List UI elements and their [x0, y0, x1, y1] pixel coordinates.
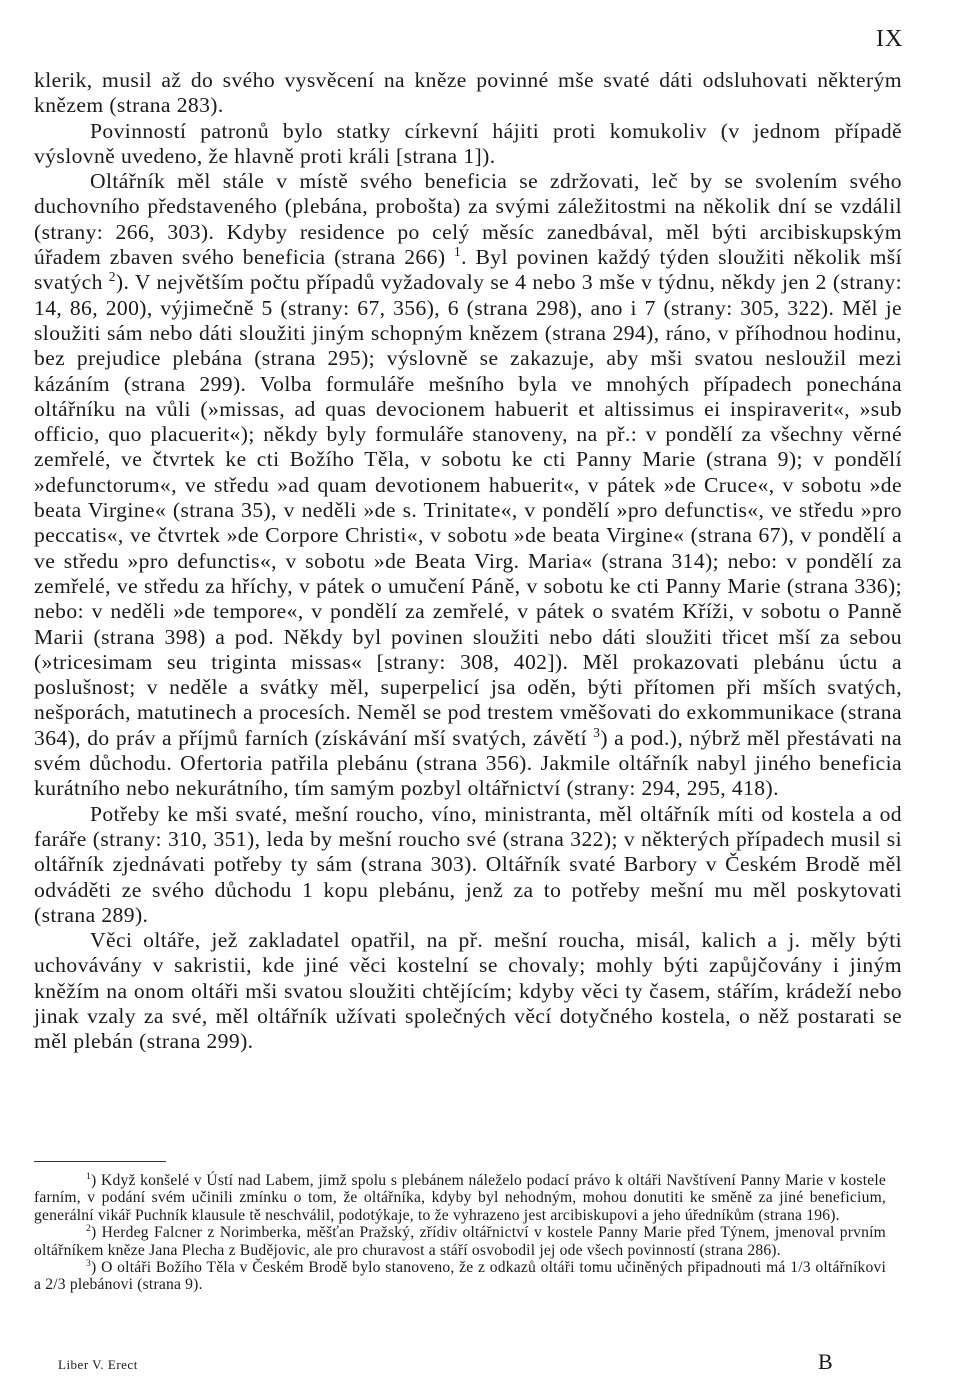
- footnote-rule: [34, 1161, 166, 1162]
- paragraph: Věci oltáře, jež zakladatel opatřil, na př. mešní roucha, misál, kalich a j. měly býti uchovávány v sakristii, kde jiné věci kostelní se chovaly; mohly býti zapůjčovány i jiným kněžím na onom oltáři mši svatou sloužiti chtějícím; kdyby věci ty časem, stářím, krádeží nebo jinak vzaly za své, měl oltářník užívati společných věcí dotyčného kostela, o něž postarati se měl plebán (strana 299).: [34, 928, 902, 1054]
- signature-mark: Liber V. Erect: [58, 1357, 138, 1372]
- page-number: IX: [876, 26, 904, 52]
- footnote-text: ) O oltáři Božího Těla v Českém Brodě bylo stanoveno, že z odkazů oltáři tomu učiněných připadnouti má: [91, 1259, 791, 1277]
- paragraph-text: . Byl povinen každý týden sloužiti několik mší svatých: [34, 245, 902, 295]
- paragraph: Povinností patronů bylo statky církevní hájiti proti komukoliv (v jednom případě výslovně uvedeno, že hlavně proti králi [strana 1]).: [34, 118, 902, 168]
- paragraph-text: ) a pod.), nýbrž měl přestávati na svém důchodu. Ofertoria patřila plebánu (strana 356). Jakmile oltářník nabyl jiného beneficia kurátního nebo nekurátního, tím samým pozbyl oltářnictví (strany: 294, 295, 418).: [34, 725, 902, 801]
- footnote: [34, 1172, 886, 1224]
- footnote-text: ) Herdeg Falcner z Norimberka, měšťan Pražský, zřídiv oltářnictví v kostele Panny Marie před Týnem, jmenoval prvním oltářníkem kněze Jana Plecha z Budějovic, ale pro churavost a stáří osvobodil jej ode všech povinností (strana 286).: [34, 1224, 886, 1259]
- footnote-ref-2: 2: [108, 269, 116, 285]
- footnote-text: plebánovi (strana 9).: [65, 1276, 203, 1294]
- footnote-text: ) Když konšelé v Ústí nad Labem, jimž spolu s plebánem náleželo podací právo k oltáři Navštívení Panny Marie v kostele farním, v podání svém učinili zmínku o tom, že oltářníka, kdyby byl nehodným, mohou donutiti ke směně za jiné beneficium, generální vikář Puchník klausule tě neschválil, podotýkaje, to že vyhrazeno jest arcibiskupovi a jeho úředníkům (strana 196).: [34, 1172, 886, 1224]
- footnote-ref-3: 3: [593, 724, 601, 740]
- footnote-mark: 3: [86, 1257, 92, 1269]
- footnote-mark: 1: [86, 1170, 92, 1182]
- footnote: [34, 1259, 886, 1294]
- footnote-ref-1: 1: [454, 243, 462, 259]
- fraction: 2/3: [45, 1276, 66, 1294]
- paragraph: klerik, musil až do svého vysvěcení na kněze povinné mše svaté dáti odsluhovati některým knězem (strana 283).: [34, 68, 902, 118]
- sheet-mark: B: [818, 1349, 833, 1374]
- footnote: [34, 1224, 886, 1259]
- footnotes: [34, 1172, 886, 1294]
- footnote-text: oltářníkovi a: [34, 1259, 887, 1294]
- footnote-mark: 2: [86, 1223, 92, 1235]
- paragraph-text: ). V největším počtu případů vyžadovaly se 4 nebo 3 mše v týdnu, někdy jen 2 (strany: 14, 86, 200), výjimečně 5 (strany: 67, 356), 6 (strana 298), ano i 7 (strany: 305, 322). Měl je sloužiti sám nebo dáti sloužiti jiným schopným knězem (strana 294), ráno, v příhodnou hodinu, bez prejudice plebána (strana 295); výslovně se zakazuje, aby mši svatou nesloužil mezi kázáním (strana 299). Volba formuláře mešního byla ve mnohých případech ponechána oltářníku na vůli (»missas, ad quas devocionem habuerit et altissimus ei inspiraverit«, »sub officio, quo placuerit«); někdy byly formuláře stanoveny, na př.: v pondělí za všechny věrné zemřelé, ve čtvrtek ke cti Božího Těla, v sobotu ke cti Panny Marie (strana 9); v pondělí »defunctorum«, ve středu »ad quam devotionem habuerit«, v pátek »de Cruce«, v sobotu »de beata Virgine« (strana 35), v neděli »de s. Trinitate«, v pondělí »pro defunctis«, ve středu »pro peccatis«, ve čtvrtek »de Corpore Christi«, v sobotu »de beata Virgine« (strana 67), v pondělí a ve středu »pro defunctis«, v sobotu »de Beata Virg. Maria« (strana 314); nebo: v pondělí za zemřelé, ve středu za hříchy, v pátek o umučení Páně, v sobotu ke cti Panny Marie (strana 336); nebo: v neděli »de tempore«, v pondělí za zemřelé, v pátek o svatém Kříži, v sobotu o Panně Marii (strana 398) a pod. Někdy byl povinen sloužiti nebo dáti sloužiti třicet mší za sebou (»tricesimam seu triginta missas« [strany: 308, 402]). Měl prokazovati plebánu úctu a poslušnost; v neděle a svátky měl, superpelicí jsa oděn, býti přítomen při mších svatých, nešporách, matutinech a procesích. Neměl se pod trestem vměšovati do exkommunikace (strana 364), do práv a příjmů farních (získávání mší svatých, závětí: [34, 270, 902, 750]
- body-text: [34, 68, 902, 1055]
- paragraph: [34, 169, 902, 801]
- fraction: 1/3: [790, 1259, 811, 1277]
- paragraph: Potřeby ke mši svaté, mešní roucho, víno, ministranta, měl oltářník míti od kostela a od faráře (strany: 310, 351), leda by mešní roucho své (strana 322); v některých případech musil si oltářník zjednávati potřeby ty sám (strana 303). Oltářník svaté Barbory v Českém Brodě měl odváděti ze svého důchodu 1 kopu plebánu, jenž za to potřeby mešní mu měl poskytovati (strana 289).: [34, 801, 902, 927]
- paragraph-text: Oltářník měl stále v místě svého beneficia se zdržovati, leč by se svolením svého duchovního představeného (plebána, probošta) za svými záležitostmi na několik dní se vzdálil (strany: 266, 303). Kdyby residence po celý měsíc zanedbával, měl býti arcibiskupským úřadem zbaven svého beneficia (strana 266): [34, 169, 902, 270]
